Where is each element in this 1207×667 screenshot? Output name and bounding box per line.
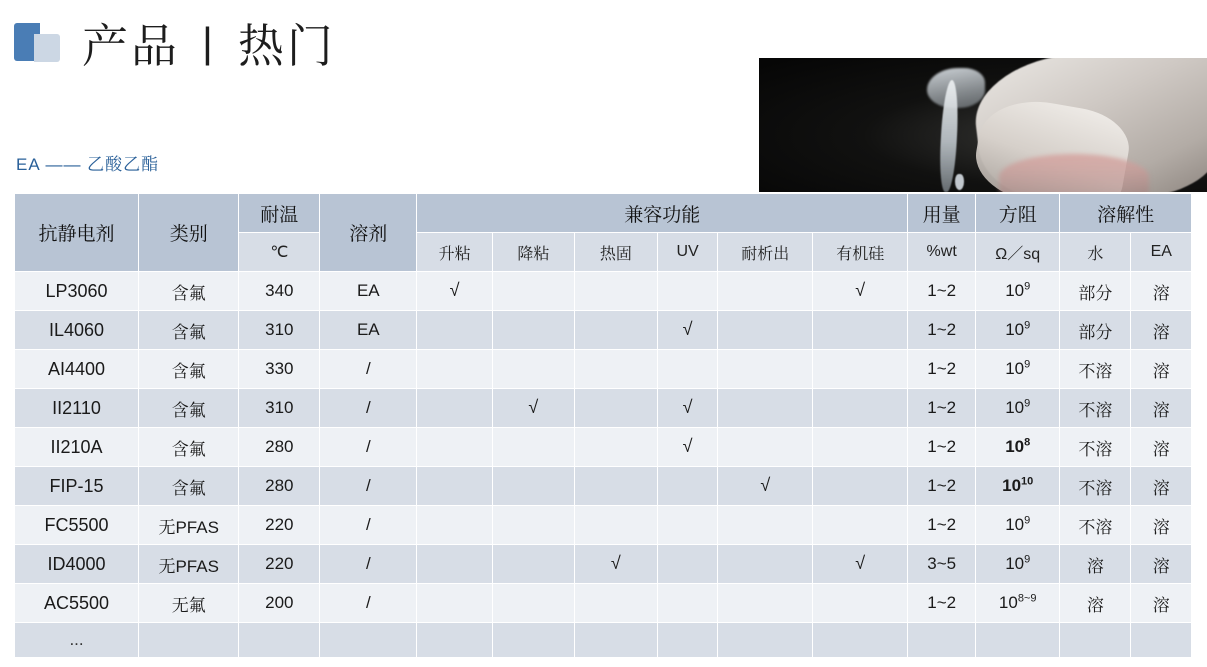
subheader-compat-3: UV (657, 233, 717, 272)
cell-temperature: 220 (239, 506, 320, 545)
col-header-resistance: 方阻 (976, 194, 1060, 233)
subheader-compat-5: 有机硅 (813, 233, 908, 272)
cell-compat-3 (657, 389, 717, 428)
cell-dosage: 1~2 (908, 272, 976, 311)
table-row (15, 272, 1192, 311)
cell-dosage: 1~2 (908, 350, 976, 389)
cell-solubility-water: 溶 (1060, 545, 1131, 584)
page-title (82, 10, 336, 76)
cell-category: 含氟 (139, 467, 239, 506)
cell-compat-3 (657, 545, 717, 584)
cell-category: 无氟 (139, 584, 239, 623)
cell-category: 含氟 (139, 350, 239, 389)
cell-compat-5 (813, 506, 908, 545)
col-header-category: 类别 (139, 194, 239, 272)
cell-solubility-ea: 溶 (1131, 506, 1192, 545)
cell-temperature: 280 (239, 428, 320, 467)
cell-compat-5 (813, 350, 908, 389)
cell-compat-2 (574, 506, 657, 545)
cell-solubility-ea: 溶 (1131, 428, 1192, 467)
cell-resistance: $10^{10}$ (976, 467, 1060, 506)
subheader-resistance-unit: Ω／sq (976, 233, 1060, 272)
subheader-dosage-unit: %wt (908, 233, 976, 272)
cell-compat-2 (574, 350, 657, 389)
table-row (15, 467, 1192, 506)
table-row-ellipsis (15, 623, 1192, 658)
cell-solubility-water: 部分 (1060, 311, 1131, 350)
cell-temperature: 340 (239, 272, 320, 311)
page-title-sub: 热门 (237, 20, 336, 72)
cell-resistance: $10^9$ (976, 311, 1060, 350)
cell-compat-4 (718, 467, 813, 506)
table-row (15, 506, 1192, 545)
cell-empty (976, 623, 1060, 658)
subheader-compat-4: 耐析出 (718, 233, 813, 272)
col-header-solubility-group: 溶解性 (1060, 194, 1192, 233)
cell-product-name: AI4400 (15, 350, 139, 389)
page-title-main: 产品 (82, 20, 180, 72)
cell-compat-4 (718, 350, 813, 389)
cell-empty (908, 623, 976, 658)
cell-compat-5 (813, 428, 908, 467)
cell-compat-5 (813, 467, 908, 506)
cell-empty (1060, 623, 1131, 658)
cell-compat-2 (574, 584, 657, 623)
cell-compat-1 (492, 428, 574, 467)
check-icon: √ (855, 280, 866, 300)
subheader-solubility-water: 水 (1060, 233, 1131, 272)
subheader-solubility-ea: EA (1131, 233, 1192, 272)
cell-empty (574, 623, 657, 658)
check-icon: √ (610, 553, 621, 573)
cell-product-name: FC5500 (15, 506, 139, 545)
cell-compat-0 (417, 272, 493, 311)
title-separator: | (202, 19, 216, 66)
cell-resistance: $10^9$ (976, 506, 1060, 545)
cell-empty (1131, 623, 1192, 658)
col-header-solvent: 溶剂 (320, 194, 417, 272)
cell-solvent: / (320, 545, 417, 584)
cell-product-name: II2110 (15, 389, 139, 428)
cell-solvent: / (320, 506, 417, 545)
section-subtitle: EA —— 乙酸乙酯 (16, 155, 160, 174)
table-row (15, 428, 1192, 467)
cell-temperature: 310 (239, 389, 320, 428)
cell-category: 含氟 (139, 272, 239, 311)
cell-solubility-ea: 溶 (1131, 389, 1192, 428)
cell-dosage: 1~2 (908, 506, 976, 545)
cell-product-name: II210A (15, 428, 139, 467)
cell-compat-5 (813, 311, 908, 350)
cell-compat-5 (813, 584, 908, 623)
cell-empty (718, 623, 813, 658)
cell-solubility-water: 不溶 (1060, 428, 1131, 467)
cell-dosage: 3~5 (908, 545, 976, 584)
check-icon: √ (449, 280, 460, 300)
cell-compat-1 (492, 272, 574, 311)
cell-compat-3 (657, 506, 717, 545)
cell-compat-4 (718, 545, 813, 584)
cell-compat-0 (417, 428, 493, 467)
cell-resistance: $10^8$ (976, 428, 1060, 467)
cell-solubility-water: 不溶 (1060, 467, 1131, 506)
cell-compat-5 (813, 272, 908, 311)
table-row (15, 545, 1192, 584)
cell-compat-1 (492, 311, 574, 350)
cell-product-name: AC5500 (15, 584, 139, 623)
cell-temperature: 280 (239, 467, 320, 506)
cell-dosage: 1~2 (908, 584, 976, 623)
check-icon: √ (682, 436, 693, 456)
cell-category: 无PFAS (139, 506, 239, 545)
cell-compat-3 (657, 428, 717, 467)
cell-empty (139, 623, 239, 658)
cell-solubility-ea: 溶 (1131, 272, 1192, 311)
cell-compat-0 (417, 545, 493, 584)
check-icon: √ (528, 397, 539, 417)
cell-dosage: 1~2 (908, 428, 976, 467)
check-icon: √ (682, 319, 693, 339)
cell-product-name: LP3060 (15, 272, 139, 311)
cell-product-name: FIP-15 (15, 467, 139, 506)
cell-compat-3 (657, 467, 717, 506)
cell-compat-0 (417, 350, 493, 389)
cell-compat-2 (574, 272, 657, 311)
cell-compat-3 (657, 311, 717, 350)
cell-compat-4 (718, 584, 813, 623)
cell-compat-4 (718, 311, 813, 350)
cell-solubility-ea: 溶 (1131, 350, 1192, 389)
col-header-compat-group: 兼容功能 (417, 194, 908, 233)
cell-compat-0 (417, 389, 493, 428)
table-body (15, 272, 1192, 658)
cell-compat-2 (574, 311, 657, 350)
cell-resistance: $10^{8\sim 9}$ (976, 584, 1060, 623)
square-logo-icon (14, 21, 60, 65)
cell-compat-1 (492, 506, 574, 545)
cell-solvent: EA (320, 272, 417, 311)
cell-compat-5 (813, 545, 908, 584)
subheader-temp-unit: ℃ (239, 233, 320, 272)
col-header-name: 抗静电剂 (15, 194, 139, 272)
cell-solubility-water: 溶 (1060, 584, 1131, 623)
cell-product-name: ID4000 (15, 545, 139, 584)
cell-empty (320, 623, 417, 658)
cell-resistance: $10^9$ (976, 545, 1060, 584)
cell-compat-1 (492, 389, 574, 428)
cell-compat-0 (417, 584, 493, 623)
cell-temperature: 220 (239, 545, 320, 584)
cell-compat-2 (574, 389, 657, 428)
cell-empty (813, 623, 908, 658)
cell-solvent: / (320, 584, 417, 623)
cell-resistance: $10^9$ (976, 350, 1060, 389)
cell-dosage: 1~2 (908, 467, 976, 506)
cell-product-name: IL4060 (15, 311, 139, 350)
cell-solubility-water: 不溶 (1060, 350, 1131, 389)
table-row (15, 584, 1192, 623)
cell-compat-1 (492, 584, 574, 623)
cell-compat-2 (574, 545, 657, 584)
cell-solubility-ea: 溶 (1131, 584, 1192, 623)
cell-dosage: 1~2 (908, 389, 976, 428)
cell-compat-0 (417, 506, 493, 545)
cell-compat-3 (657, 272, 717, 311)
cell-resistance: $10^9$ (976, 272, 1060, 311)
check-icon: √ (760, 475, 771, 495)
cell-temperature: 200 (239, 584, 320, 623)
page-header (0, 0, 336, 86)
cell-solubility-water: 部分 (1060, 272, 1131, 311)
cell-compat-0 (417, 467, 493, 506)
cell-compat-3 (657, 584, 717, 623)
cell-category: 含氟 (139, 428, 239, 467)
check-icon: √ (682, 397, 693, 417)
cell-solvent: / (320, 350, 417, 389)
cell-compat-4 (718, 428, 813, 467)
subheader-compat-0: 升粘 (417, 233, 493, 272)
subheader-compat-2: 热固 (574, 233, 657, 272)
cell-compat-4 (718, 389, 813, 428)
cell-solubility-ea: 溶 (1131, 311, 1192, 350)
cell-empty (657, 623, 717, 658)
cell-solubility-ea: 溶 (1131, 545, 1192, 584)
cell-resistance: $10^9$ (976, 389, 1060, 428)
cell-compat-1 (492, 350, 574, 389)
subheader-compat-1: 降粘 (492, 233, 574, 272)
cell-empty (417, 623, 493, 658)
cell-solvent: / (320, 467, 417, 506)
table-header-row (15, 194, 1192, 233)
cell-solubility-water: 不溶 (1060, 506, 1131, 545)
cell-temperature: 330 (239, 350, 320, 389)
cell-compat-0 (417, 311, 493, 350)
cell-compat-2 (574, 467, 657, 506)
cell-dosage: 1~2 (908, 311, 976, 350)
cell-compat-1 (492, 467, 574, 506)
cell-solubility-ea: 溶 (1131, 467, 1192, 506)
cell-solvent: / (320, 428, 417, 467)
cell-compat-4 (718, 272, 813, 311)
col-header-dosage: 用量 (908, 194, 976, 233)
cell-solvent: / (320, 389, 417, 428)
liquid-pouring-photo (759, 58, 1207, 192)
table-row (15, 389, 1192, 428)
check-icon: √ (855, 553, 866, 573)
product-table (14, 193, 1192, 658)
cell-empty (492, 623, 574, 658)
cell-compat-2 (574, 428, 657, 467)
table-row (15, 311, 1192, 350)
table-row (15, 350, 1192, 389)
cell-solubility-water: 不溶 (1060, 389, 1131, 428)
cell-empty (239, 623, 320, 658)
cell-category: 含氟 (139, 389, 239, 428)
cell-compat-4 (718, 506, 813, 545)
cell-category: 含氟 (139, 311, 239, 350)
cell-compat-5 (813, 389, 908, 428)
cell-category: 无PFAS (139, 545, 239, 584)
cell-ellipsis: ... (15, 623, 139, 658)
cell-compat-3 (657, 350, 717, 389)
cell-solvent: EA (320, 311, 417, 350)
cell-temperature: 310 (239, 311, 320, 350)
cell-compat-1 (492, 545, 574, 584)
col-header-temp: 耐温 (239, 194, 320, 233)
